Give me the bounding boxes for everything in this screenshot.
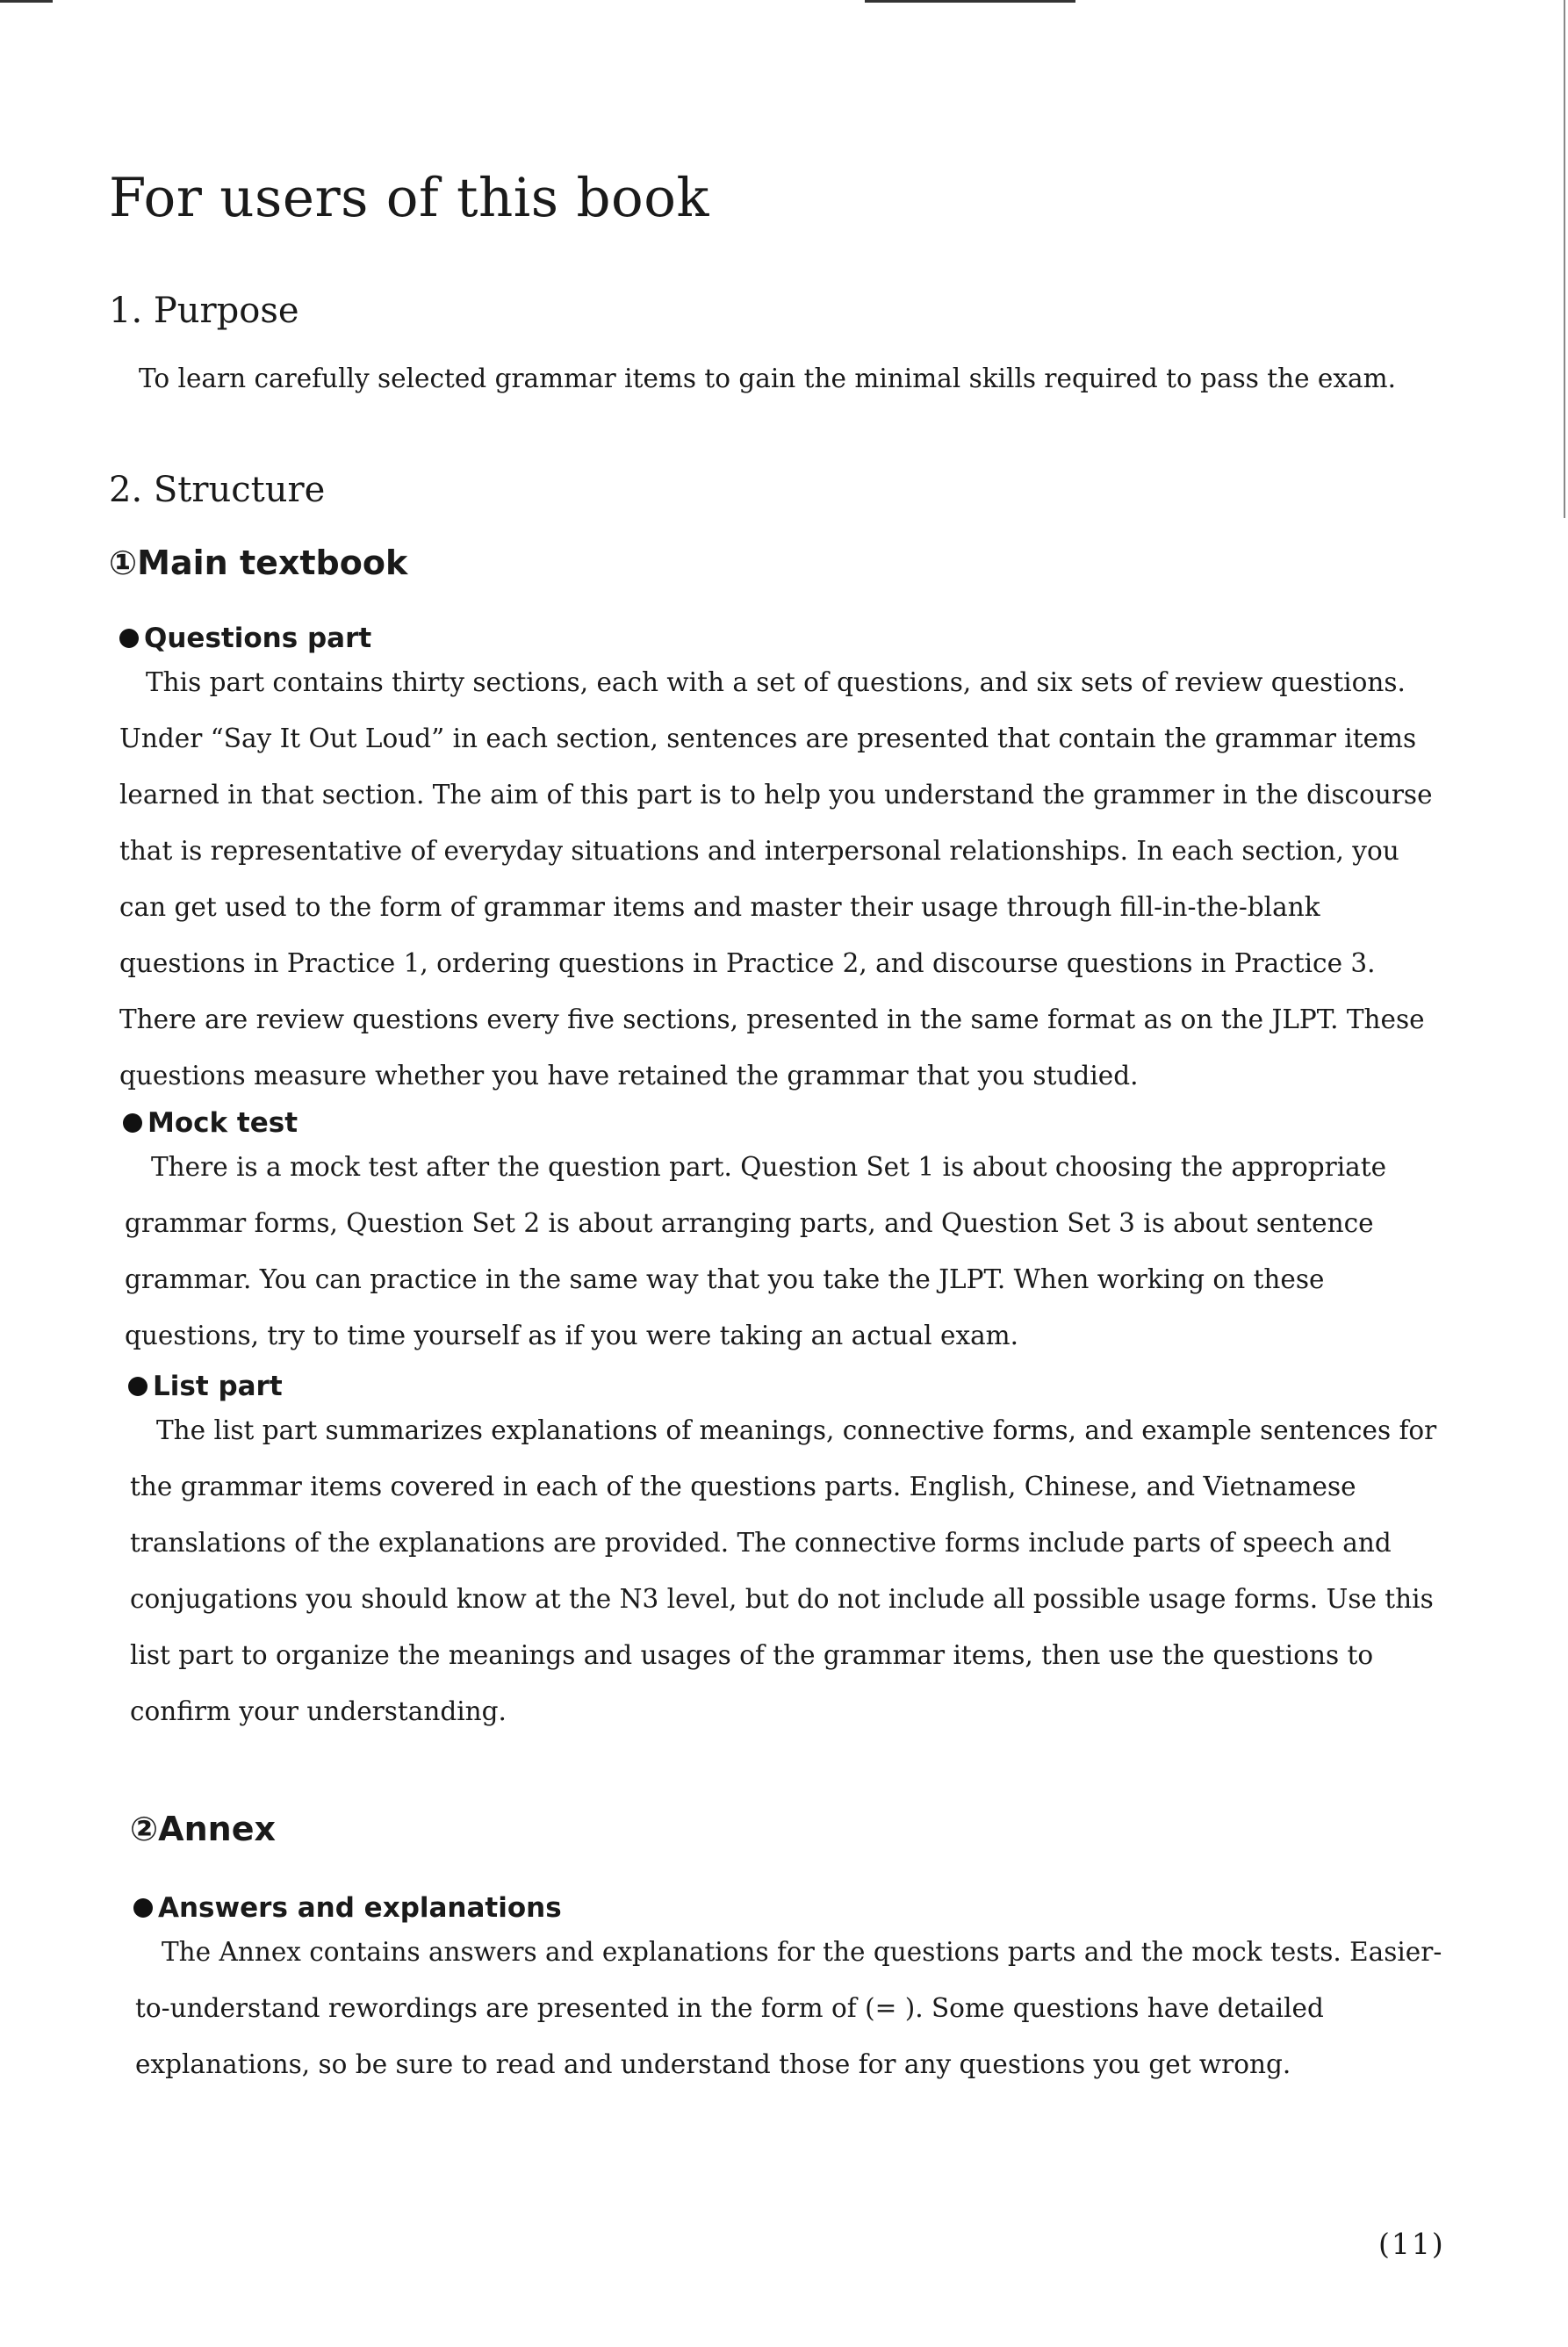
top-rule-center [865, 0, 1075, 3]
heading-questions-part-label: Questions part [144, 623, 372, 654]
bullet-icon [128, 1377, 147, 1396]
document-page [109, 132, 1443, 2092]
questions-part-paragraph: This part contains thirty sections, each with a set of questions, and six sets of review questions. Under “Say It Out Loud” in each section, sentences are presented that contain the grammar items learned in that section. The aim of this part is to help you understand the grammer in the discourse that is representative of everyday situations and interpersonal relationships. In each section, you can get used to the form of grammar items and master their usage through fill-in-the-blank questions in Practice 1, ordering questions in Practice 2, and discourse questions in Practice 3. There are review questions every five sections, presented in the same format as on the JLPT. These questions measure whether you have retained the grammar that you studied. [119, 667, 1433, 1091]
bullet-icon [133, 1898, 153, 1918]
section-heading-purpose: 1. Purpose [109, 291, 299, 331]
heading-mock-test-label: Mock test [147, 1107, 298, 1139]
subsection-heading-annex: ②Annex [130, 1810, 276, 1848]
heading-list-part-label: List part [153, 1371, 283, 1402]
page-title: For users of this book [109, 167, 709, 229]
page-number: (11) [1378, 2227, 1445, 2261]
bullet-icon [119, 629, 139, 648]
purpose-paragraph: To learn carefully selected grammar items to gain the minimal skills required to pass the exam. [139, 364, 1396, 393]
top-rule-left [0, 0, 53, 3]
heading-mock-test [109, 1107, 1443, 1139]
heading-answers-explanations-label: Answers and explanations [158, 1892, 562, 1924]
list-part-paragraph: The list part summarizes explanations of meanings, connective forms, and example sentences for the grammar items covered in each of the questions parts. English, Chinese, and Vietnamese translations of the explanations are provided. The connective forms include parts of speech and conjugations you should know at the N3 level, but do not include all possible usage forms. Use this list part to organize the meanings and usages of the grammar items, then use the questions to confirm your understanding. [130, 1415, 1437, 1726]
mock-test-paragraph: There is a mock test after the question part. Question Set 1 is about choosing the appropriate grammar forms, Question Set 2 is about arranging parts, and Question Set 3 is about sentence grammar. You can practice in the same way that you take the JLPT. When working on these questions, try to time yourself as if you were taking an actual exam. [125, 1152, 1387, 1350]
bullet-icon [123, 1113, 142, 1133]
heading-list-part [109, 1371, 1443, 1402]
heading-answers-explanations [109, 1892, 1443, 1924]
subsection-heading-main-textbook: ①Main textbook [109, 544, 408, 582]
section-heading-structure: 2. Structure [109, 470, 326, 510]
page-edge-shadow [1564, 0, 1565, 518]
heading-questions-part [109, 623, 1443, 654]
answers-explanations-paragraph: The Annex contains answers and explanations for the questions parts and the mock tests. Easier-to-understand rewordings are presented in the form of (= ). Some questions have detailed explanations, so be sure to read and understand those for any questions you get wrong. [135, 1937, 1442, 2079]
